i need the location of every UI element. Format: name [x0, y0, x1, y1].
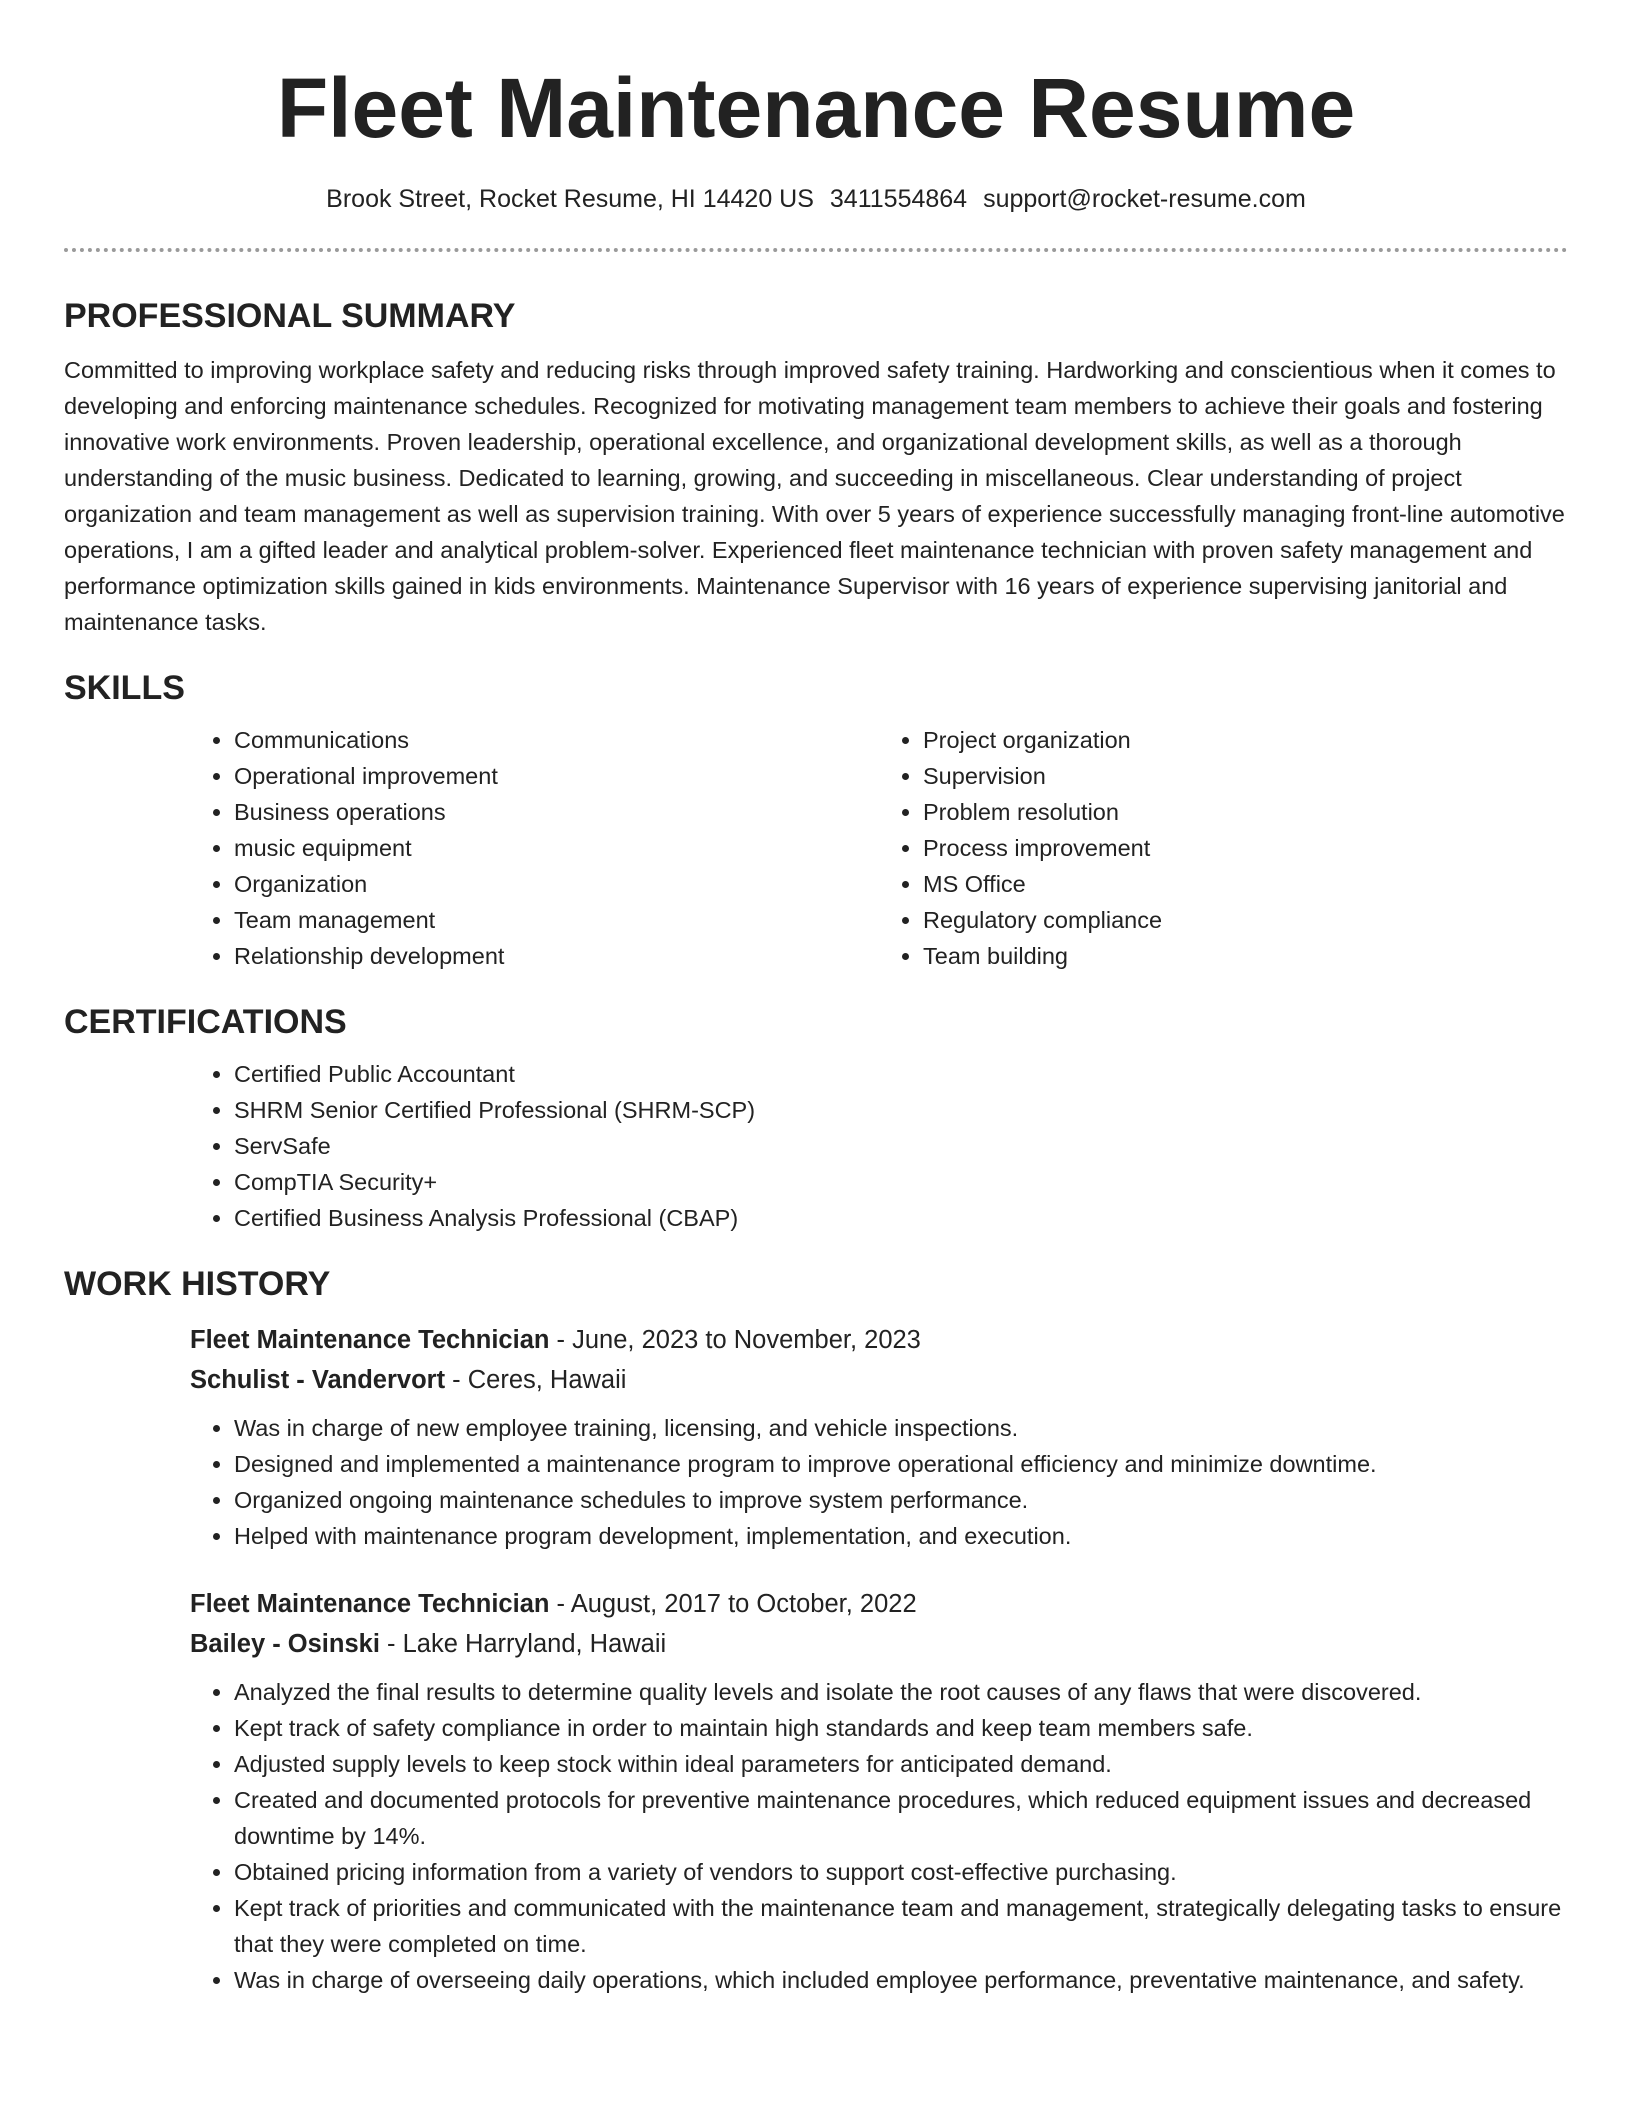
job-company-line [190, 1360, 1568, 1400]
job-bullet: • Kept track of safety compliance in order to maintain high standards and keep team members safe. [234, 1710, 1568, 1746]
job-company-line [190, 1624, 1568, 1664]
skill-item: • Team management [234, 902, 879, 938]
skill-item: • Regulatory compliance [923, 902, 1568, 938]
job-bullet: • Analyzed the final results to determine quality levels and isolate the root causes of any flaws that were discovered. [234, 1674, 1568, 1710]
job-bullet: • Was in charge of new employee training, licensing, and vehicle inspections. [234, 1410, 1568, 1446]
certifications-list [190, 1056, 1568, 1236]
job-dates: - August, 2017 to October, 2022 [549, 1590, 917, 1618]
contact-email: support@rocket-resume.com [983, 185, 1306, 213]
certification-item: • Certified Business Analysis Professional (CBAP) [234, 1200, 1568, 1236]
skill-item: • Project organization [923, 722, 1568, 758]
contact-address: Brook Street, Rocket Resume, HI 14420 US [326, 185, 814, 213]
job-company: Schulist - Vandervort [190, 1366, 446, 1394]
resume-title: Fleet Maintenance Resume [276, 61, 1356, 155]
job-dates: - June, 2023 to November, 2023 [549, 1326, 921, 1354]
contact-line [0, 184, 1632, 214]
skill-item: • Relationship development [234, 938, 879, 974]
skill-item: • Problem resolution [923, 794, 1568, 830]
job-bullets [190, 1410, 1568, 1554]
skills-grid [190, 722, 1568, 974]
job-title: Fleet Maintenance Technician [190, 1326, 550, 1354]
job-title-line [190, 1320, 1568, 1360]
skill-item: • music equipment [234, 830, 879, 866]
certifications-section [64, 1002, 1568, 1236]
job-bullet: • Created and documented protocols for preventive maintenance procedures, which reduced equipment issues and decreased downtime by 14%. [234, 1782, 1568, 1854]
certification-item: • Certified Public Accountant [234, 1056, 1568, 1092]
job-bullets [190, 1674, 1568, 1998]
skill-item: • MS Office [923, 866, 1568, 902]
job-title: Fleet Maintenance Technician [190, 1590, 550, 1618]
skills-heading: SKILLS [64, 669, 185, 707]
header-divider [64, 248, 1568, 252]
skills-list-right [879, 722, 1568, 974]
job-company: Bailey - Osinski [190, 1630, 380, 1658]
job-title-line [190, 1584, 1568, 1624]
job-bullet: • Designed and implemented a maintenance program to improve operational efficiency and minimize downtime. [234, 1446, 1568, 1482]
skill-item: • Organization [234, 866, 879, 902]
certifications-heading: CERTIFICATIONS [64, 1003, 347, 1041]
skill-item: • Supervision [923, 758, 1568, 794]
skill-item: • Process improvement [923, 830, 1568, 866]
work-history-heading: WORK HISTORY [64, 1265, 331, 1303]
skill-item: • Operational improvement [234, 758, 879, 794]
job-bullet: • Adjusted supply levels to keep stock within ideal parameters for anticipated demand. [234, 1746, 1568, 1782]
job-bullet: • Kept track of priorities and communicated with the maintenance team and management, strategically delegating tasks to ensure that they were completed on time. [234, 1890, 1568, 1962]
skill-item: • Team building [923, 938, 1568, 974]
job-entry [190, 1584, 1568, 1998]
contact-phone: 3411554864 [829, 185, 968, 213]
skill-item: • Communications [234, 722, 879, 758]
skill-item: • Business operations [234, 794, 879, 830]
job-bullet: • Was in charge of overseeing daily operations, which included employee performance, preventative maintenance, and safety. [234, 1962, 1568, 1998]
job-location: - Ceres, Hawaii [445, 1366, 627, 1394]
skills-list-left [190, 722, 879, 974]
work-history-section [64, 1264, 1568, 1998]
job-bullet: • Helped with maintenance program development, implementation, and execution. [234, 1518, 1568, 1554]
job-location: - Lake Harryland, Hawaii [379, 1630, 667, 1658]
summary-heading: PROFESSIONAL SUMMARY [64, 297, 516, 335]
certification-item: • ServSafe [234, 1128, 1568, 1164]
skills-section [64, 668, 1568, 974]
summary-section [64, 296, 1568, 640]
job-bullet: • Organized ongoing maintenance schedules to improve system performance. [234, 1482, 1568, 1518]
job-bullet: • Obtained pricing information from a variety of vendors to support cost-effective purchasing. [234, 1854, 1568, 1890]
job-entry [190, 1320, 1568, 1554]
summary-text: Committed to improving workplace safety and reducing risks through improved safety training. Hardworking and conscientious when it comes to developing and enforcing maintenance schedules. Recognized for motivating management team members to achieve their goals and fostering innovative work environments. Proven leadership, operational excellence, and organizational development skills, as well as a thorough understanding of the music business. Dedicated to learning, growing, and succeeding in miscellaneous. Clear understanding of project organization and team management as well as supervision training. With over 5 years of experience successfully managing front-line automotive operations, I am a gifted leader and analytical problem-solver. Experienced fleet maintenance technician with proven safety management and performance optimization skills gained in kids environments. Maintenance Supervisor with 16 years of experience supervising janitorial and maintenance tasks. [64, 357, 1565, 635]
certification-item: • CompTIA Security+ [234, 1164, 1568, 1200]
certification-item: • SHRM Senior Certified Professional (SHRM-SCP) [234, 1092, 1568, 1128]
